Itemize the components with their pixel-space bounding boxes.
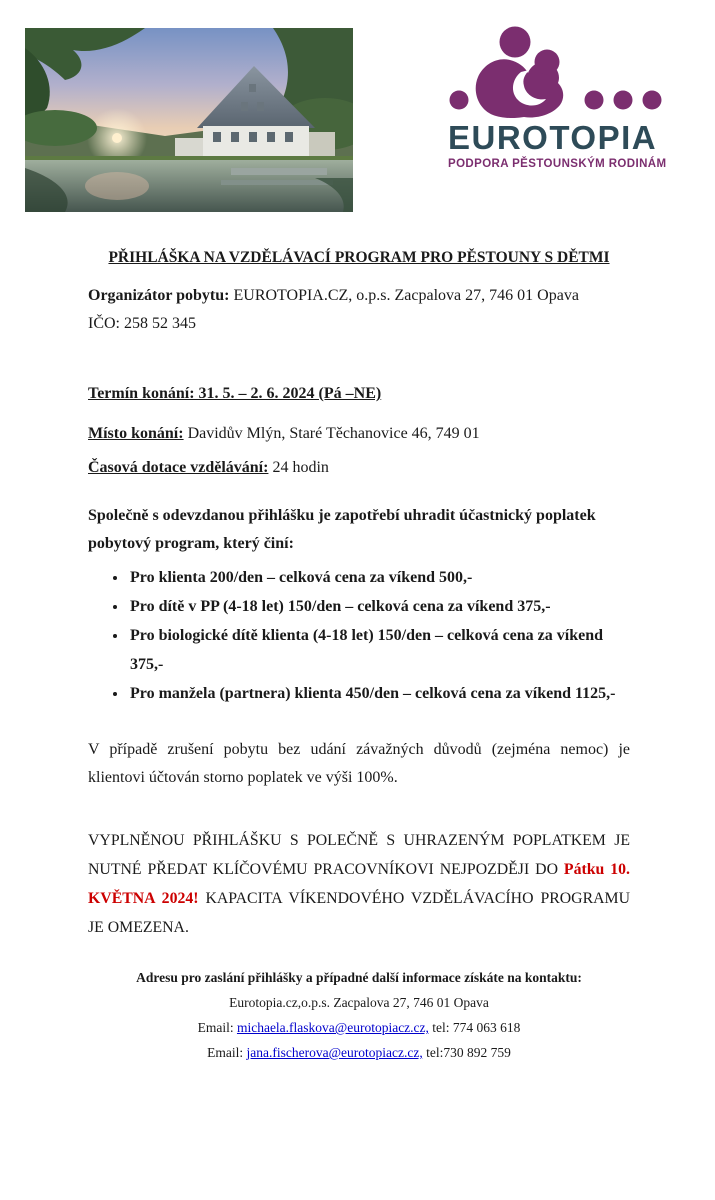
hours-line xyxy=(88,454,630,482)
email-link-michaela[interactable]: michaela.flaskova@eurotopiacz.cz, xyxy=(236,1020,429,1035)
organizer-label: Organizátor pobytu: xyxy=(88,287,230,304)
place-label: Místo konání: xyxy=(88,425,184,442)
email-prefix: Email: xyxy=(207,1045,247,1060)
fee-item: • Pro dítě v PP (4-18 let) 150/den – celková cena za víkend 375,- xyxy=(128,592,630,621)
deadline-text-after: KAPACITA VÍKENDOVÉHO VZDĚLÁVACÍHO PROGRAMU JE OMEZENA. xyxy=(88,890,630,936)
contact-address: Eurotopia.cz,o.p.s. Zacpalova 27, 746 01 Opava xyxy=(229,995,489,1010)
hours-label: Časová dotace vzdělávání: xyxy=(88,459,269,476)
event-place-line xyxy=(88,420,630,448)
event-date-line: Termín konání: 31. 5. – 2. 6. 2024 (Pá –NE) xyxy=(88,385,382,402)
contact-email-line xyxy=(88,1015,630,1040)
logo-tagline-text: PODPORA PĚSTOUNSKÝM RODINÁM xyxy=(448,158,667,170)
fee-item: • Pro klienta 200/den – celková cena za víkend 500,- xyxy=(128,563,630,592)
email-suffix: tel:730 892 759 xyxy=(422,1045,511,1060)
place-value: Davidův Mlýn, Staré Těchanovice 46, 749 01 xyxy=(183,425,480,442)
fee-item: • Pro manžela (partnera) klienta 450/den – celková cena za víkend 1125,- xyxy=(128,679,630,708)
organizer-value: EUROTOPIA.CZ, o.p.s. Zacpalova 27, 746 01 Opava xyxy=(229,287,579,304)
venue-photo xyxy=(25,28,353,212)
contact-heading: Adresu pro zaslání přihlášky a případné další informace získáte na kontaktu: xyxy=(136,970,582,985)
contact-block xyxy=(88,966,630,1065)
contact-email-line xyxy=(88,1040,630,1065)
fee-intro-paragraph: Společně s odevzdanou přihlášku je zapotřebí uhradit účastnický poplatek pobytový program, který činí: xyxy=(88,507,596,552)
deadline-text-before: VYPLNĚNOU PŘIHLÁŠKU S POLEČNĚ S UHRAZENÝM POPLATKEM JE NUTNÉ PŘEDAT KLÍČOVÉMU PRACOVNÍKOVI NEJPOZDĚJI DO xyxy=(88,832,630,878)
email-link-jana[interactable]: jana.fischerova@eurotopiacz.cz, xyxy=(246,1045,423,1060)
mother-child-icon xyxy=(448,26,666,118)
email-prefix: Email: xyxy=(197,1020,237,1035)
logo-brand-text: EUROTOPIA xyxy=(448,119,658,156)
hours-value: 24 hodin xyxy=(268,459,329,476)
eurotopia-logo xyxy=(448,26,666,171)
page-title: PŘIHLÁŠKA NA VZDĚLÁVACÍ PROGRAM PRO PĚSTOUNY S DĚTMI xyxy=(108,249,610,266)
cancellation-paragraph: V případě zrušení pobytu bez udání závažných důvodů (zejména nemoc) je klientovi účtován storno poplatek ve výši 100%. xyxy=(88,741,630,786)
deadline-paragraph xyxy=(88,826,630,942)
deadline-highlight: Pátku 10. KVĚTNA 2024! xyxy=(88,861,630,907)
ico-line: IČO: 258 52 345 xyxy=(88,315,196,332)
organizer-paragraph xyxy=(88,282,630,338)
fee-item: • Pro biologické dítě klienta (4-18 let) 150/den – celková cena za víkend 375,- xyxy=(128,621,630,679)
fee-list xyxy=(88,563,630,708)
email-suffix: tel: 774 063 618 xyxy=(428,1020,521,1035)
